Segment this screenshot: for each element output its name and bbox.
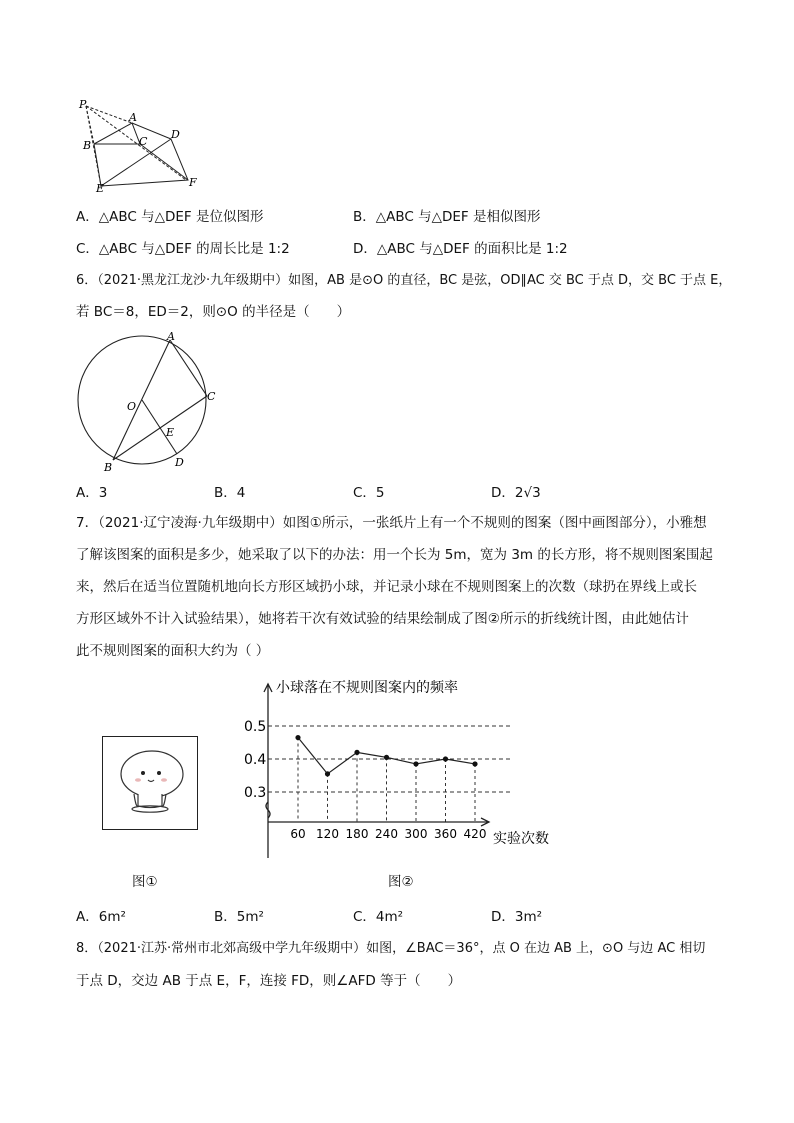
- chart-data-point: [354, 750, 359, 755]
- chart-x-tick-label: 180: [345, 827, 369, 841]
- q7-figure-1-caption: 图①: [132, 874, 158, 890]
- q7-line-2: 了解该图案的面积是多少，她采取了以下的办法：用一个长为 5m，宽为 3m 的长方形，将不规则图案围起: [76, 547, 713, 563]
- chart-y-tick-label: 0.3: [244, 785, 267, 801]
- label-p: P: [79, 98, 87, 111]
- chart-x-tick-label: 300: [404, 827, 428, 841]
- q7-option-b: B．5m²: [214, 909, 264, 925]
- label-a: A: [129, 111, 137, 124]
- q5-option-b: B．△ABC 与△DEF 是相似图形: [353, 209, 541, 225]
- q6-option-d: D．2√3: [491, 485, 541, 501]
- chart-x-tick-label: 120: [316, 827, 339, 841]
- chart-data-point: [295, 735, 300, 740]
- chart-x-axis-label: 实验次数: [493, 831, 549, 847]
- q5-option-d: D．△ABC 与△DEF 的面积比是 1:2: [353, 241, 568, 257]
- label-c: C: [139, 135, 148, 148]
- q8-question-line2: 于点 D，交边 AB 于点 E，F，连接 FD，则∠AFD 等于（ ）: [76, 973, 462, 989]
- chart-x-tick-label: 240: [375, 827, 398, 841]
- label-f: F: [189, 176, 197, 189]
- q5-option-c: C．△ABC 与△DEF 的周长比是 1:2: [76, 241, 290, 257]
- q6-question-line1: 6．（2021·黑龙江龙沙·九年级期中）如图，AB 是⊙O 的直径，BC 是弦，OD∥AC 交 BC 于点 D，交 BC 于点 E，: [76, 273, 732, 288]
- label-e: E: [96, 182, 105, 195]
- chart-data-point: [443, 756, 448, 761]
- label-b: B: [83, 139, 92, 152]
- label-c: C: [207, 390, 216, 403]
- label-b: B: [104, 461, 113, 474]
- label-e: E: [166, 426, 175, 439]
- q6-option-b: B．4: [214, 485, 246, 501]
- chart-data-point: [413, 761, 418, 766]
- q6-option-a: A．3: [76, 485, 108, 501]
- chart-x-tick-label: 420: [463, 827, 487, 841]
- q7-frequency-chart: [236, 670, 566, 865]
- q7-option-d: D．3m²: [491, 909, 543, 925]
- chart-data-point: [325, 771, 330, 776]
- q6-question-line2: 若 BC＝8，ED＝2，则⊙O 的半径是（ ）: [76, 304, 351, 320]
- q5-option-a: A．△ABC 与△DEF 是位似图形: [76, 209, 264, 225]
- label-a: A: [167, 330, 175, 343]
- q7-line-5: 此不规则图案的面积大约为（ ）: [76, 643, 270, 659]
- q7-line-1: 7．（2021·辽宁凌海·九年级期中）如图①所示，一张纸片上有一个不规则的图案（图中画图部分），小雅想: [76, 515, 707, 531]
- q7-figure-1: [102, 736, 198, 832]
- q6-option-c: C．5: [353, 485, 385, 501]
- label-d: D: [171, 128, 180, 141]
- q8-question-line1: 8．（2021·江苏·常州市北郊高级中学九年级期中）如图，∠BAC＝36°，点 O 在边 AB 上，⊙O 与边 AC 相切: [76, 941, 706, 956]
- chart-y-tick-label: 0.4: [244, 752, 267, 768]
- q7-figure-2-caption: 图②: [388, 874, 414, 890]
- chart-data-point: [384, 755, 389, 760]
- chart-y-tick-label: 0.5: [244, 719, 267, 735]
- chart-x-tick-label: 360: [434, 827, 457, 841]
- q7-option-a: A．6m²: [76, 909, 126, 925]
- q5-figure: [76, 96, 206, 196]
- chart-data-point: [472, 761, 477, 766]
- q7-line-3: 来，然后在适当位置随机地向长方形区域扔小球，并记录小球在不规则图案上的次数（球扔在界线上或长: [76, 579, 697, 595]
- q7-option-c: C．4m²: [353, 909, 404, 925]
- chart-x-tick-label: 60: [290, 827, 306, 841]
- chart-title: 小球落在不规则图案内的频率: [276, 680, 458, 696]
- label-o: O: [127, 400, 137, 413]
- label-d: D: [175, 456, 184, 469]
- q7-line-4: 方形区域外不计入试验结果），她将若干次有效试验的结果绘制成了图②所示的折线统计图，由此她估计: [76, 611, 689, 627]
- q6-circle-figure: [76, 330, 226, 475]
